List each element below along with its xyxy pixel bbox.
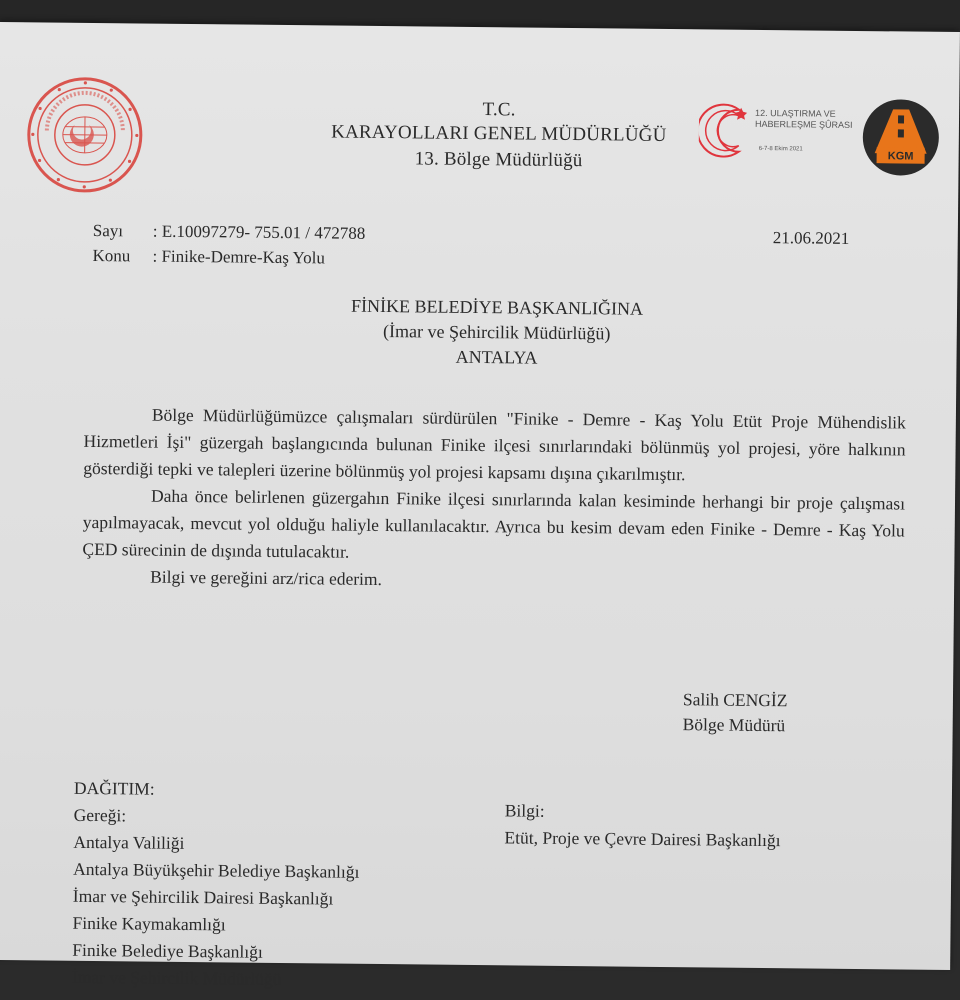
body-paragraph-2: Daha önce belirlenen güzergahın Finike ilçesi sınırlarında kalan kesiminde herhangi bir proje çalışması yapılmayacak, mevcut yol olduğu haliyle kullanılacaktır. Ayrıca bu kesim devam eden Finike - Demre - Kaş Yolu ÇED sürecinin de dışında tutulacaktır. [82,485,906,562]
list-item: Finike Kaymakamlığı [72,912,226,935]
header-org: KARAYOLLARI GENEL MÜDÜRLÜĞÜ [331,121,667,146]
header-region: 13. Bölge Müdürlüğü [414,148,583,172]
crescent-icon [699,101,756,158]
event-title-line2: HABERLEŞME ŞÛRASI [754,118,853,130]
konu-value: : Finike-Demre-Kaş Yolu [152,246,326,268]
konu-row [92,246,325,268]
kgm-logo-icon [860,97,941,178]
signer-title: Bölge Müdürü [682,714,786,736]
letter-body [82,401,906,599]
event-title-line1: 12. ULAŞTIRMA VE [755,107,836,119]
sayi-row [93,221,366,244]
event-date: 6-7-8 Ekim 2021 [758,145,803,153]
kgm-label: KGM [887,150,914,163]
addressee-line1: FİNİKE BELEDİYE BAŞKANLIĞINA [350,295,644,319]
addressee-line3: ANTALYA [455,346,538,368]
list-item: Finike Belediye Başkanlığı [72,939,263,962]
gereği-label: Gereği: [73,804,127,826]
body-paragraph-1: Bölge Müdürlüğümüzce çalışmaları sürdürülen "Finike - Demre - Kaş Yolu Etüt Proje Mühendislik Hizmetleri İşi" güzergah başlangıcında bulunan Finike ilçesi sınırlarındaki bölünmüş yol projesi, yöre halkının gösterdiği tepki ve talepleri üzerine bölünmüş yol projesi kapsamı dışına çıkarılmıştır. [83,404,906,485]
distribution-list [72,775,361,994]
header-tc: T.C. [482,99,516,121]
list-item: Antalya Büyükşehir Belediye Başkanlığı [73,858,360,882]
bilgi-label: Bilgi: [504,800,545,821]
list-item: İmar ve Şehircilik Müdürlüğü [71,966,282,989]
bilgi-list [504,797,781,854]
list-item: Antalya Valiliği [73,831,185,853]
signer-name: Salih CENGİZ [682,689,788,711]
document-page [0,22,960,989]
sayi-value: : E.10097279- 755.01 / 472788 [152,221,366,243]
ministry-seal-icon [24,74,145,195]
sayi-label: Sayı [92,220,124,241]
addressee-line2: (İmar ve Şehircilik Müdürlüğü) [382,321,611,344]
body-paragraph-3: Bilgi ve gereğini arz/rica ederim. [150,566,383,590]
event-logo [699,101,865,163]
document-date: 21.06.2021 [772,228,850,248]
list-item: İmar ve Şehircilik Dairesi Başkanlığı [72,885,334,909]
konu-label: Konu [92,245,131,266]
list-item: Etüt, Proje ve Çevre Dairesi Başkanlığı [504,827,781,851]
distribution-heading: DAĞITIM: [73,777,155,799]
